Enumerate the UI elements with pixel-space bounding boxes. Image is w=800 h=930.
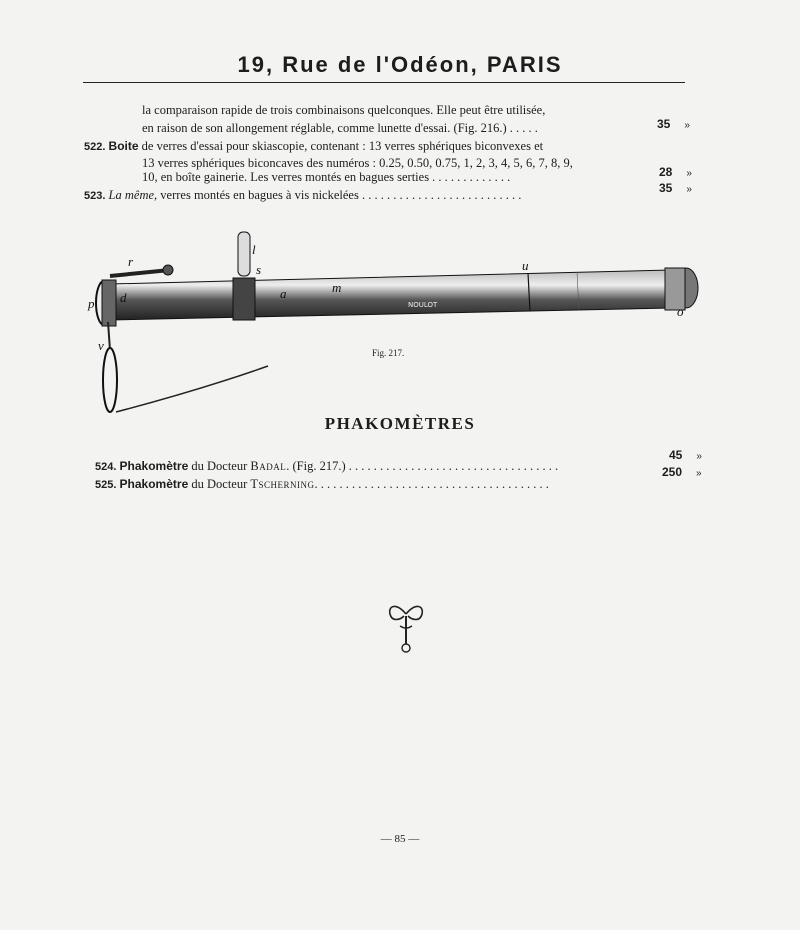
- entry-523-italic: La même,: [108, 188, 158, 202]
- engraving-text: NOULOT: [408, 301, 438, 309]
- label-u: u: [522, 258, 529, 273]
- entry-524-doctor: Badal: [250, 459, 287, 473]
- label-p: p: [88, 296, 95, 311]
- entry-522-number: 522.: [84, 141, 106, 153]
- header-rule: [83, 82, 685, 83]
- entry-525-price: 250 »: [662, 465, 702, 479]
- entry-522-name: Boite: [108, 139, 139, 153]
- label-r: r: [128, 254, 134, 269]
- figure-caption: Fig. 217.: [372, 348, 405, 358]
- label-m: m: [332, 280, 342, 295]
- label-d: d: [120, 290, 127, 305]
- intro-line-2: en raison de son allongement réglable, comme lunette d'essai. (Fig. 216.) . . . . .: [142, 121, 538, 135]
- label-s: s: [256, 262, 262, 277]
- entry-525-line: 525. Phakomètre du Docteur Tscherning. . . . . . . . . . . . . . . . . . . . . . . . . . . . . . . . . . . . . .: [95, 477, 549, 491]
- intro-price: 35 »: [657, 117, 690, 131]
- entry-523-price: 35 »: [659, 181, 692, 195]
- entry-523-line: 523. La même, verres montés en bagues à vis nickelées . . . . . . . . . . . . . . . . . . . . . . . . . .: [84, 188, 522, 202]
- entry-524-price: 45 »: [669, 448, 702, 462]
- entry-525-doctor: Tscherning: [250, 477, 315, 491]
- phakometer-illustration: [80, 220, 710, 420]
- intro-line-1: la comparaison rapide de trois combinaisons quelconques. Elle peut être utilisée,: [142, 103, 546, 117]
- entry-522-price: 28 »: [659, 165, 692, 179]
- page-number: — 85 —: [380, 833, 420, 845]
- label-o: o: [677, 304, 684, 319]
- entry-522-line-2: 13 verres sphériques biconcaves des numéros : 0.25, 0.50, 0.75, 1, 2, 3, 4, 5, 6, 7, 8, 9,: [142, 156, 573, 170]
- entry-524-number: 524.: [95, 461, 117, 473]
- label-l: l: [252, 242, 256, 257]
- fleuron-ornament: [386, 600, 426, 656]
- page-header: 19, Rue de l'Odéon, PARIS: [237, 52, 563, 77]
- entry-522-line-1: 522. Boite de verres d'essai pour skiascopie, contenant : 13 verres sphériques biconvexes et: [84, 139, 544, 153]
- section-title: PHAKOMÈTRES: [324, 414, 476, 433]
- entry-525-name: Phakomètre: [119, 477, 189, 491]
- entry-522-line-3: 10, en boîte gainerie. Les verres montés en bagues serties . . . . . . . . . . . . .: [142, 170, 511, 184]
- label-v: v: [98, 338, 104, 353]
- entry-524-name: Phakomètre: [119, 459, 189, 473]
- entry-523-number: 523.: [84, 190, 106, 202]
- label-a: a: [280, 286, 287, 301]
- entry-525-number: 525.: [95, 479, 117, 491]
- entry-524-line: 524. Phakomètre du Docteur Badal. (Fig. 217.) . . . . . . . . . . . . . . . . . . . . . . . . . . . . . . . . . .: [95, 459, 559, 473]
